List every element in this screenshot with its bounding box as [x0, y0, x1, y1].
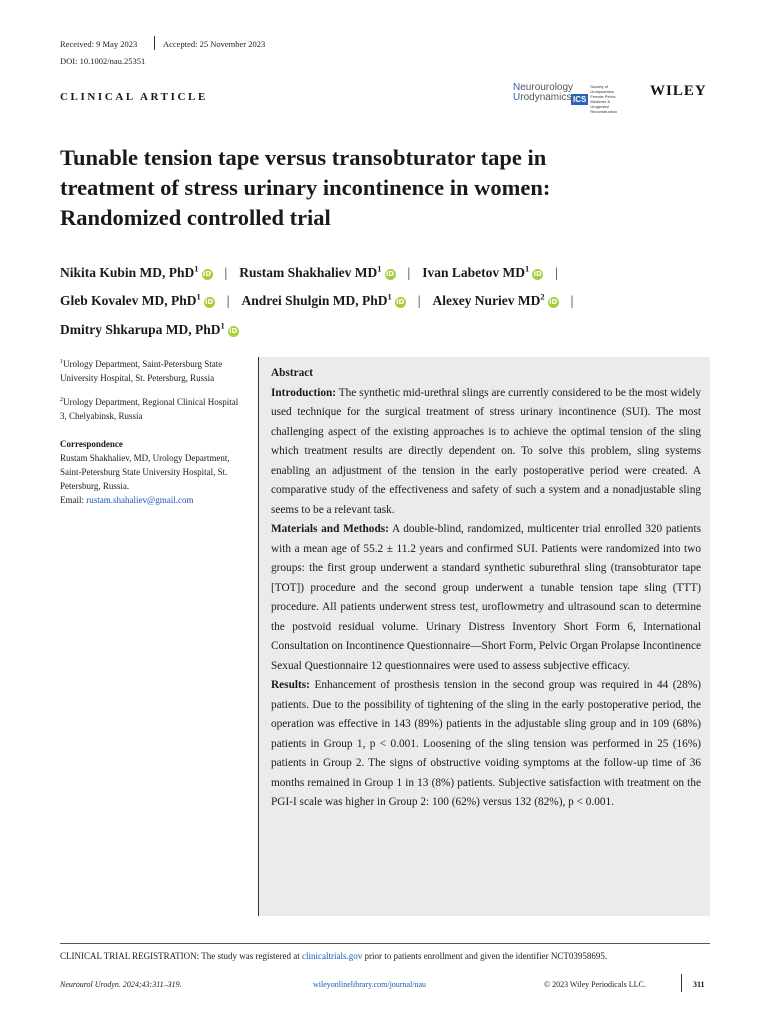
accepted-date: Accepted: 25 November 2023	[163, 39, 266, 49]
copyright: © 2023 Wiley Periodicals LLC.	[544, 980, 646, 989]
affiliations	[60, 355, 242, 507]
orcid-icon[interactable]: iD	[205, 298, 214, 306]
affiliation: $^1$Urology Department, Saint-Petersburg State University Hospital, St. Petersburg, Russia	[60, 359, 223, 383]
orcid-icon[interactable]: iD	[385, 269, 395, 278]
journal-url[interactable]: wileyonlinelibrary.com/journal/nau	[313, 980, 427, 989]
publisher-logo: WILEY	[650, 83, 707, 99]
article-title: Tunable tension tape versus transobturator tape in treatment of stress urinary incontinence in women: Randomized controlled trial	[60, 145, 551, 230]
correspondence-email: Email: rustam.shahaliev@gmail.com	[60, 495, 194, 505]
abstract	[271, 364, 701, 813]
author-list: Nikita Kubin MD, PhD$^1$iD | Rustam Shakhaliev $MD^1iD$ | Ivan Labetov $MD^1iD$ | Gleb Kovalev MD, PhD$^1$iD | Andrei Shulgin MD, PhD$^1$iD | Alexey Nuriev $MD^2iD$ | Dmitry Shkarupa MD, PhD$^1$iD	[60, 263, 574, 337]
article-type: CLINICAL ARTICLE	[60, 91, 208, 103]
orcid-icon[interactable]: iD	[396, 298, 405, 306]
author[interactable]: Dmitry Shkarupa MD, PhD$^1$iD	[60, 320, 238, 337]
header-divider	[154, 36, 155, 50]
footer-divider	[681, 974, 682, 992]
registration-rule	[60, 943, 710, 944]
abstract-section: Materials and Methods: A double-blind, randomized, multicenter trial enrolled 320 patients with a mean age of 55.2 ± 11.2 years and confirmed SUI. Patients were randomized into two groups: the first group underwent a standard synthetic suburethral sling (transobturator tape [TOT]) procedure and the second group underwent a tunable tension tape sling (TTT) procedure. All patients underwent stress test, uroflowmetry and ultrasound scan to determine the postvoid residual volume. Urinary Distress Inventory Short Form 6, International Consultation on Incontinence Questionnaire—Short Form, Pelvic Organ Prolapse Incontinence Sexual Questionnaire 12 questionnaires were used to assess subjective efficacy.	[271, 523, 701, 672]
author[interactable]: Gleb Kovalev MD, PhD$^1$iD	[60, 291, 214, 308]
orcid-icon[interactable]: iD	[229, 326, 238, 335]
journal-logo: Neurourology Urodynamics	[513, 82, 574, 103]
abstract-title: Abstract	[271, 367, 314, 379]
trial-registration: CLINICAL TRIAL REGISTRATION: The study was registered at clinicaltrials.gov prior to patients enrollment and given the identifier NCT03958695.	[60, 951, 608, 961]
orcid-icon[interactable]: iD	[202, 269, 212, 278]
correspondence-title: Correspondence	[60, 439, 123, 449]
abstract-section: Results: Enhancement of prosthesis tension in the second group was required in 44 (28%) patients. Due to the possibility of tightening of the sling in the early postoperative period, the operation was effective in 143 (89%) patients in the adjustable sling group and in 109 (68%) patients in Group 1, p < 0.001. Loosening of the sling tension was performed in 25 (16%) patients in Group 2. The signs of obstructive voiding symptoms at the follow-up time of 36 months remained in Group 1 in 13 (8%) patients. Subjective satisfaction with treatment on the PGI-I scale was higher in Group 2: 100 (62%) versus 132 (82%), p < 0.001.	[271, 679, 702, 808]
doi[interactable]: DOI: 10.1002/nau.25351	[60, 56, 146, 66]
orcid-icon[interactable]: iD	[533, 269, 542, 278]
author[interactable]: Alexey Nuriev $MD^2iD$	[432, 291, 558, 308]
author[interactable]: Andrei Shulgin MD, PhD$^1$iD	[241, 291, 405, 308]
email-link[interactable]: rustam.shahaliev@gmail.com	[86, 495, 194, 505]
citation: Neurourol Urodyn. 2024;43:311–319.	[60, 980, 182, 989]
author[interactable]: Nikita Kubin MD, PhD$^1$iD	[60, 263, 212, 280]
registry-link[interactable]: clinicaltrials.gov	[301, 951, 363, 961]
affiliation: $^2$Urology Department, Regional Clinical Hospital 3, Chelyabinsk, Russia	[60, 397, 239, 421]
author[interactable]: Rustam Shakhaliev $MD^1iD$	[239, 263, 395, 280]
received-date: Received: 9 May 2023	[60, 39, 138, 49]
abstract-section: Introduction: The synthetic mid-urethral slings are currently considered to be the most widely used technique for the surgical treatment of stress urinary incontinence (SUI). The most challenging aspect of the existing approaches is to achieve the optimal tension of the sling which treatment results are directly dependent on. To solve this problem, sling systems enabling an adjustment of the tension in the early postoperative period were created. A comparative study of the effectiveness and safety of such a system and a nonadjustable sling seems to be a relevant task.	[271, 386, 701, 516]
page-number: 311	[693, 980, 705, 989]
orcid-icon[interactable]: iD	[549, 298, 558, 306]
correspondence-text: Rustam Shakhaliev, MD, Urology Department, Saint-Petersburg State University Hospital, St. Petersburg, Russia.	[60, 453, 230, 491]
society-logo: ICS Society of Urodynamics, Female Pelvic Medicine & Urogenital Reconstruction	[573, 84, 618, 114]
author[interactable]: Ivan Labetov $MD^1iD$	[422, 263, 542, 280]
